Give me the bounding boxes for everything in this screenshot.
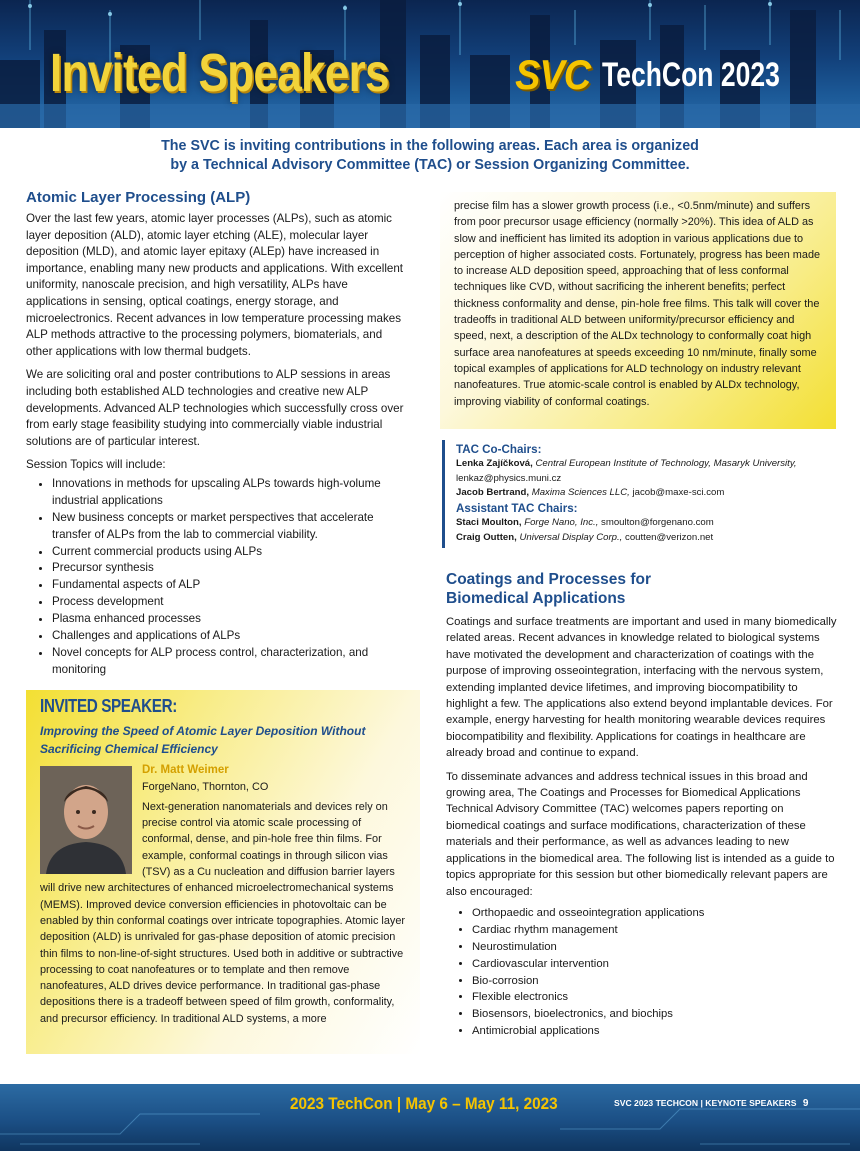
tac-chair-1 bbox=[456, 457, 846, 486]
alp-paragraph-1: Over the last few years, atomic layer processes (ALPs), such as atomic layer deposition (ALD), atomic layer etching (ALE), molecular layer deposition (MLD), and atomic layer epitaxy (ALEp) have increased in importance, enabling many new products and applications. With excellent uniformity, nanoscale precision, and high versatility, ALPs have applications in sensing, optical coatings, energy storage, and microelectronics. Recent advances in low temperature processing makes ALP methods attractive to the processing polymers, biomaterials, and other applications with low thermal budgets. bbox=[26, 212, 404, 358]
speaker-abstract-part-2: precise film has a slower growth process (i.e., <0.5nm/minute) and suffers from poor precursor usage efficiency (normally >20%). This idea of ALD as slow and inefficient has limited its adoption in various applications due to perception of higher associated costs. Fortunately, progress has been made to increase ALD deposition speed, approaching that of less conformal techniques like CVD, without sacrificing the inherent benefits; perfect thickness conformality and dense, pin-hole free films. This talk will cover the tradeoffs in traditional ALD between uniformity/precursor efficiency and speed, next, a description of the ALDx technology to conformally coat high surface area nanofeatures at speeds exceeding 10 nm/minute, finally some topical examples of applications for ALD technology on industry relevant nanofeatures. True atomic-scale control is enabled by ALDx technology, improving viability of conformal coatings. bbox=[454, 200, 821, 408]
tac-chair-2 bbox=[456, 486, 846, 501]
list-item: • Cardiac rhythm management bbox=[472, 922, 838, 939]
abstract-continuation-box bbox=[440, 192, 836, 429]
list-item: • New business concepts or market perspectives that accelerate transfer of ALPs from the lab to commercial viability. bbox=[52, 510, 410, 544]
speaker-abstract-part-1: Next-generation nanomaterials and devices rely on precise control via atomic scale processing of conformal, dense, and pin-hole free thin films. For example, conformal coatings in through silicon vias (TSV) as a Cu nucleation and diffusion barrier layers will drive new architectures of enhanced microelectromechanical systems (MEMS). Improved device conversion efficiencies in photovoltaic can be enabled by thin conformal coatings over intricate topographies. Atomic layer deposition (ALD) is unrivaled for gas-phase deposition of atomic precision thin films to non-line-of-sight structures. Used both in additive or subtractive processing to coat nanofeatures or to template and then remove nanofeatures, ALD drives device performance. In traditional gas-phase depositions there is a tradeoff between speed of film growth, conformality, and precursor efficiency. In traditional ALD systems, a more bbox=[40, 800, 406, 1025]
list-item: • Innovations in methods for upscaling ALPs towards high-volume industrial applications bbox=[52, 476, 410, 510]
tac-divider bbox=[442, 440, 445, 548]
alp-topics-label: Session Topics will include: bbox=[26, 458, 166, 472]
list-item: • Neurostimulation bbox=[472, 939, 838, 956]
intro-line-2: by a Technical Advisory Committee (TAC) or Session Organizing Committee. bbox=[170, 157, 690, 173]
chair-email: smoulton@forgenano.com bbox=[601, 517, 714, 529]
alp-heading: Atomic Layer Processing (ALP) bbox=[26, 189, 251, 206]
chair-organization: Maxima Sciences LLC, bbox=[531, 487, 630, 499]
logo-svc-text: SVC bbox=[514, 51, 590, 98]
biomedical-heading-line-2: Biomedical Applications bbox=[446, 590, 626, 607]
list-item: • Process development bbox=[52, 594, 410, 611]
chair-name: Lenka Zajíčková, bbox=[456, 458, 533, 469]
biomedical-paragraph-2: To disseminate advances and address technical issues in this broad and growing area, The Coatings and Processes for Biomedical Applications Technical Advisory Committee (TAC) welcomes papers reporting on biomedical coatings and surface modifications, characterization of these materials and their performance, as well as advances leading to new applications in the biomedical area. The following list is intended as a guide to topics appropriate for this session but other biomedically relevant papers are also encouraged: bbox=[446, 770, 835, 898]
speaker-name: Dr. Matt Weimer bbox=[142, 764, 229, 777]
list-item: • Fundamental aspects of ALP bbox=[52, 577, 410, 594]
intro-text bbox=[0, 137, 860, 175]
chair-organization: Central European Institute of Technology, Masaryk University, bbox=[535, 458, 797, 469]
chair-organization: Forge Nano, Inc., bbox=[524, 517, 599, 529]
chair-email: jacob@maxe-sci.com bbox=[632, 487, 725, 499]
list-item: • Plasma enhanced processes bbox=[52, 611, 410, 628]
speaker-portrait-image bbox=[40, 766, 132, 874]
biomedical-heading bbox=[446, 570, 838, 608]
running-footer bbox=[614, 1098, 808, 1109]
biomedical-section bbox=[446, 570, 838, 1040]
speaker-affiliation: ForgeNano, Thornton, CO bbox=[142, 780, 269, 793]
header-banner bbox=[0, 0, 860, 128]
list-item: • Bio-corrosion bbox=[472, 973, 838, 990]
list-item: • Flexible electronics bbox=[472, 989, 838, 1006]
logo-techcon-text: TechCon 2023 bbox=[601, 55, 780, 94]
svc-techcon-logo bbox=[511, 52, 830, 98]
list-item: • Current commercial products using ALPs bbox=[52, 544, 410, 561]
intro-line-1: The SVC is inviting contributions in the following areas. Each area is organized bbox=[161, 138, 699, 154]
speaker-photo bbox=[40, 766, 132, 874]
biomedical-topics-list bbox=[446, 905, 838, 1040]
tac-cochairs-heading: TAC Co-Chairs: bbox=[456, 443, 542, 456]
list-item: • Biosensors, bioelectronics, and biochips bbox=[472, 1006, 838, 1023]
tac-assistant-heading: Assistant TAC Chairs: bbox=[456, 502, 578, 516]
event-dates: 2023 TechCon | May 6 – May 11, 2023 bbox=[290, 1094, 558, 1113]
page-title: Invited Speakers bbox=[50, 43, 389, 103]
tac-assistant-2 bbox=[456, 531, 846, 546]
list-item: • Orthopaedic and osseointegration applications bbox=[472, 905, 838, 922]
alp-section bbox=[26, 188, 410, 679]
invited-speaker-heading: INVITED SPEAKER: bbox=[40, 696, 177, 716]
list-item: • Antimicrobial applications bbox=[472, 1023, 838, 1040]
list-item: • Novel concepts for ALP process control, characterization, and monitoring bbox=[52, 645, 410, 679]
list-item: • Challenges and applications of ALPs bbox=[52, 628, 410, 645]
running-head: SVC 2023 TECHCON | KEYNOTE SPEAKERS bbox=[614, 1098, 797, 1108]
list-item: • Cardiovascular intervention bbox=[472, 956, 838, 973]
chair-email: lenkaz@physics.muni.cz bbox=[456, 472, 562, 484]
tac-assistant-1 bbox=[456, 516, 846, 531]
tac-chairs bbox=[456, 442, 846, 546]
biomedical-paragraph-1: Coatings and surface treatments are important and used in many biomedically related areas. Recent advances in knowledge related to biological systems have motivated the development and characterization of coatings with the purpose of improving osseointegration, interfacing with the nervous system, extending implanted device lifetimes, and improving biocompatibility to highlight a few. The applications also extend beyond implantable devices. For example, energy harvesting for health monitoring wearable devices requires biocompatibility and flexibility. Applications for coatings in healthcare are already broad and continue to expand. bbox=[446, 616, 837, 760]
biomedical-heading-line-1: Coatings and Processes for bbox=[446, 571, 652, 588]
chair-organization: Universal Display Corp., bbox=[519, 531, 623, 543]
footer-banner bbox=[0, 1084, 860, 1151]
chair-email: coutten@verizon.net bbox=[625, 531, 714, 543]
list-item: • Precursor synthesis bbox=[52, 560, 410, 577]
chair-name: Staci Moulton, bbox=[456, 517, 522, 529]
chair-name: Craig Outten, bbox=[456, 531, 517, 543]
chair-name: Jacob Bertrand, bbox=[456, 487, 530, 499]
page-number: 9 bbox=[802, 1098, 809, 1109]
invited-speaker-box bbox=[26, 690, 420, 1054]
alp-topics-list bbox=[26, 476, 410, 679]
talk-title: Improving the Speed of Atomic Layer Deposition Without Sacrificing Chemical Efficiency bbox=[40, 724, 366, 757]
alp-paragraph-2: We are soliciting oral and poster contributions to ALP sessions in areas including both established ALD technologies and creative new ALP developments. Advanced ALP technologies which successfully cross over from early stage feasibility studying into commercially viable industrial solutions are of particular interest. bbox=[26, 368, 404, 448]
